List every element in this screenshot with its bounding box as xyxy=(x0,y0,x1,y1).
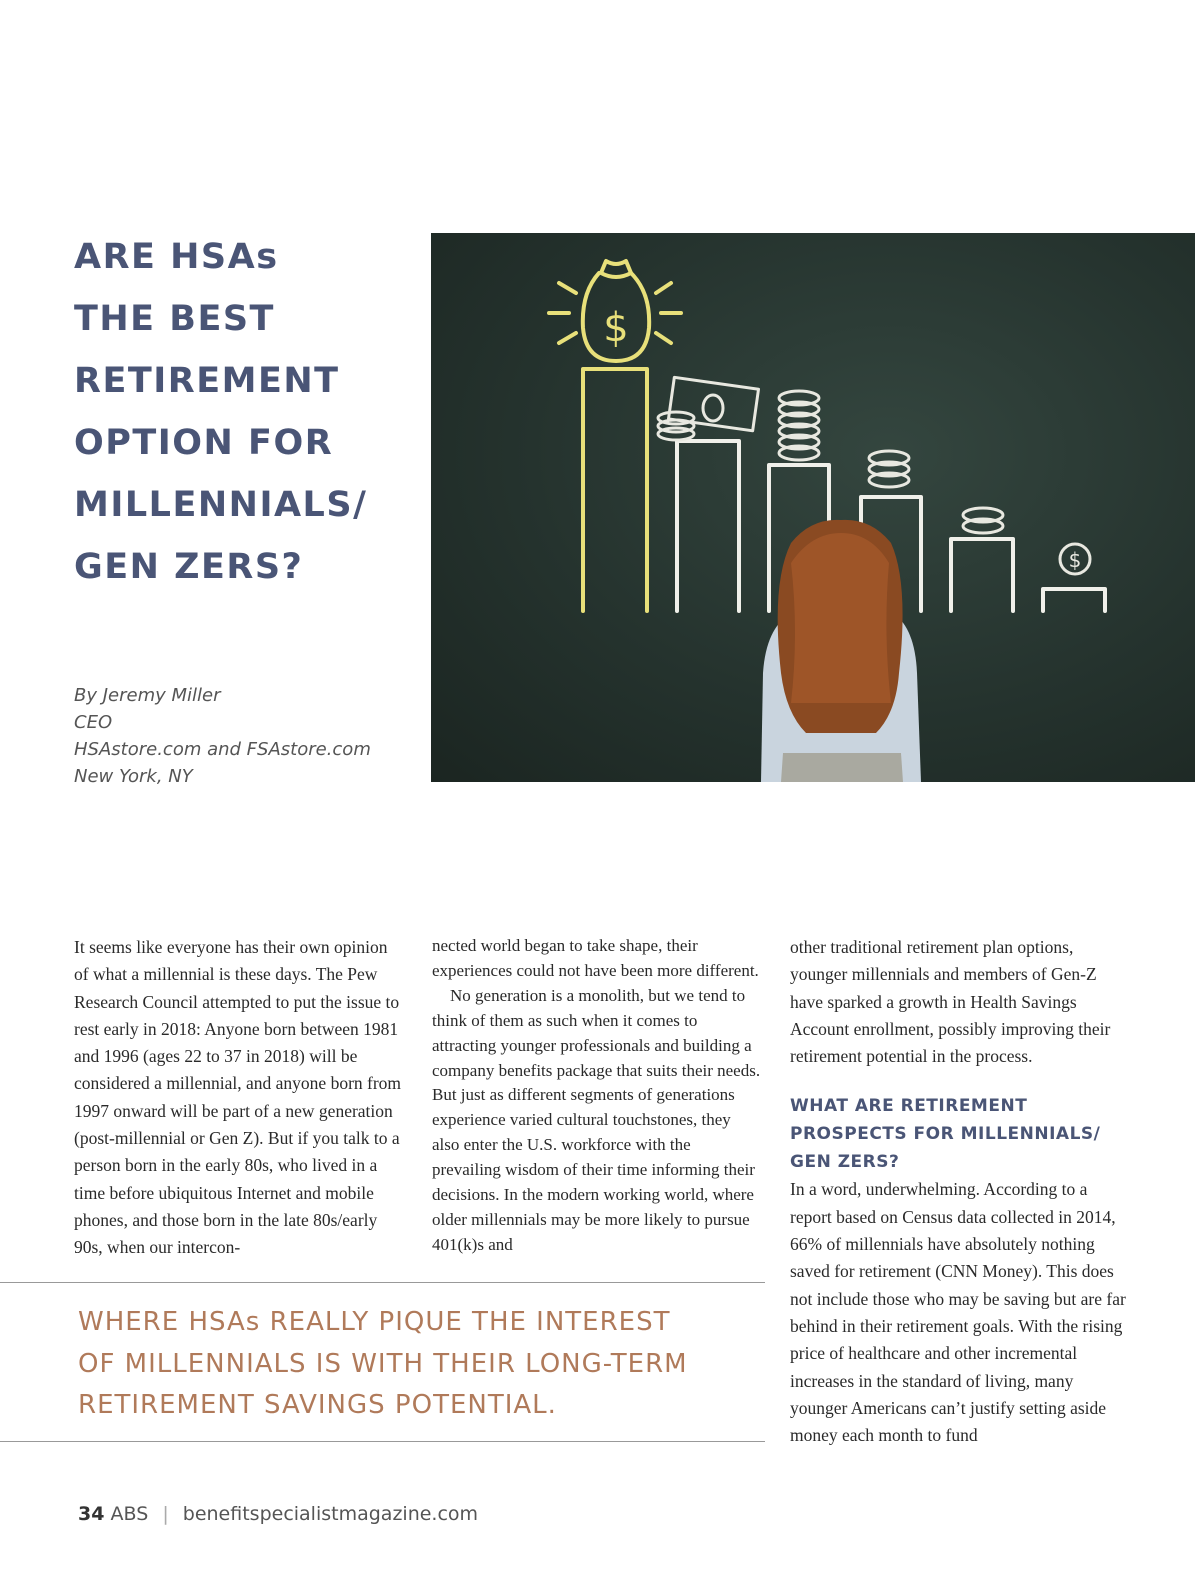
coin-dollar-sign: $ xyxy=(1068,548,1082,572)
pull-quote-line: RETIREMENT SAVINGS POTENTIAL. xyxy=(78,1390,557,1420)
author-byline xyxy=(74,682,424,790)
body-column-3 xyxy=(790,934,1130,1449)
chalk-dollar-sign: $ xyxy=(603,305,629,351)
body-paragraph: In a word, underwhelming. According to a report based on Census data collected in 2014, 66% of millennials have absolutely nothing saved for retirement (CNN Money). This does not include those who may be saving but are far behind in their retirement goals. With the rising price of healthcare and other incremental increases in the standard of living, many younger Americans can’t justify setting aside money each month to fund xyxy=(790,1179,1126,1446)
body-paragraph: other traditional retirement plan options, younger millennials and members of Gen-Z have sparked a growth in Health Savings Account enrollment, possibly improving their retirement potential in the process. xyxy=(790,937,1111,1067)
section-heading: WHAT ARE RETIREMENT PROSPECTS FOR MILLENNIALS/ GEN ZERS? xyxy=(790,1096,1101,1173)
pull-quote-line: WHERE HSAs REALLY PIQUE THE INTEREST xyxy=(78,1307,671,1337)
title-line: MILLENNIALS/ xyxy=(74,485,368,525)
article-title xyxy=(74,226,414,598)
author-role: CEO xyxy=(74,712,113,733)
title-line: GEN ZERS? xyxy=(74,547,304,587)
cash-icon xyxy=(658,377,759,440)
pull-quote-top-rule xyxy=(0,1282,765,1283)
pull-quote-line: OF MILLENNIALS IS WITH THEIR LONG-TERM xyxy=(78,1348,688,1379)
woman-figure xyxy=(761,520,921,782)
body-paragraph: It seems like everyone has their own opinion of what a millennial is these days. The Pew Research Council attempted to put the issue to rest early in 2018: Anyone born between 1981 and 1996 (ages 22 to 37 in 2018) will be considered a millennial, and anyone born from 1997 onward will be part of a new generation (post-millennial or Gen Z). But if you talk to a person born in the early 80s, who lived in a time before ubiquitous Internet and mobile phones, and those born in the late 80s/early 90s, when our intercon- xyxy=(74,937,402,1258)
page-footer xyxy=(78,1503,478,1525)
title-line: ARE HSAs xyxy=(74,237,279,277)
author-location: New York, NY xyxy=(74,766,193,787)
body-column-2 xyxy=(432,934,762,1258)
hero-image xyxy=(431,233,1195,782)
page-number: 34 xyxy=(78,1503,105,1525)
author-company: HSAstore.com and FSAstore.com xyxy=(74,739,371,760)
pull-quote xyxy=(78,1302,748,1427)
body-column-1 xyxy=(74,934,404,1262)
magazine-name: ABS xyxy=(110,1503,149,1525)
chalkboard-illustration xyxy=(431,233,1195,782)
pull-quote-bottom-rule xyxy=(0,1441,765,1442)
body-paragraph: nected world began to take shape, their experiences could not have been more different. xyxy=(432,936,759,980)
title-line: OPTION FOR xyxy=(74,423,334,463)
coin-stack-icon xyxy=(779,391,1003,533)
magazine-site: benefitspecialistmagazine.com xyxy=(182,1503,479,1525)
author-name: By Jeremy Miller xyxy=(74,685,221,706)
dollar-coin-icon xyxy=(1060,544,1090,574)
title-line: RETIREMENT xyxy=(74,361,340,401)
body-paragraph: No generation is a monolith, but we tend to think of them as such when it comes to attracting younger professionals and building a company benefits package that suits their needs. But just as different segments of generations experience varied cultural touchstones, they also enter the U.S. workforce with the prevailing wisdom of their time informing their decisions. In the modern working world, where older millennials may be more likely to pursue 401(k)s and xyxy=(432,985,761,1254)
footer-separator: | xyxy=(162,1503,169,1525)
title-line: THE BEST xyxy=(74,299,275,339)
